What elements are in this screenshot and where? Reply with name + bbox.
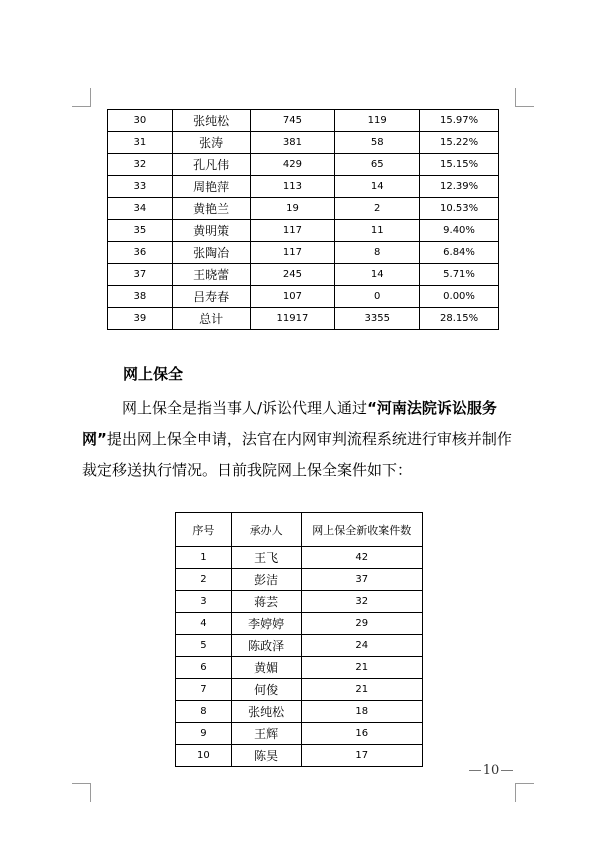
cell-no: 32 bbox=[108, 154, 173, 176]
table-row bbox=[176, 591, 423, 613]
cell-count: 17 bbox=[301, 745, 423, 767]
cell-name: 王辉 bbox=[231, 723, 301, 745]
cell-no: 37 bbox=[108, 264, 173, 286]
table-row bbox=[108, 176, 499, 198]
cell-no: 5 bbox=[176, 635, 232, 657]
cell-no: 3 bbox=[176, 591, 232, 613]
cell-name: 张陶冶 bbox=[172, 242, 250, 264]
section-paragraph bbox=[82, 393, 522, 486]
cell-rate: 12.39% bbox=[420, 176, 499, 198]
table-row bbox=[108, 110, 499, 132]
table-row bbox=[176, 657, 423, 679]
table-row bbox=[176, 723, 423, 745]
cell-total: 19 bbox=[250, 198, 335, 220]
crop-mark-bottom-right bbox=[515, 783, 534, 802]
cell-count: 42 bbox=[301, 547, 423, 569]
cell-name: 何俊 bbox=[231, 679, 301, 701]
cell-rate: 28.15% bbox=[420, 308, 499, 330]
cell-rate: 9.40% bbox=[420, 220, 499, 242]
cell-no: 2 bbox=[176, 569, 232, 591]
cell-count: 24 bbox=[301, 635, 423, 657]
cell-no: 31 bbox=[108, 132, 173, 154]
ranking-table bbox=[107, 109, 499, 330]
cell-name: 陈昊 bbox=[231, 745, 301, 767]
page-number: 10 bbox=[466, 763, 516, 778]
online-preservation-table bbox=[175, 512, 423, 767]
cell-total: 745 bbox=[250, 110, 335, 132]
cell-name: 李婷婷 bbox=[231, 613, 301, 635]
cell-no: 35 bbox=[108, 220, 173, 242]
cell-total: 429 bbox=[250, 154, 335, 176]
cell-count: 11 bbox=[335, 220, 420, 242]
cell-rate: 6.84% bbox=[420, 242, 499, 264]
cell-name: 吕寿春 bbox=[172, 286, 250, 308]
section-heading: 网上保全 bbox=[123, 365, 184, 383]
table-row bbox=[108, 286, 499, 308]
cell-rate: 15.22% bbox=[420, 132, 499, 154]
cell-count: 16 bbox=[301, 723, 423, 745]
cell-count: 58 bbox=[335, 132, 420, 154]
cell-name: 孔凡伟 bbox=[172, 154, 250, 176]
header-case-count: 网上保全新收案件数 bbox=[301, 513, 423, 547]
cell-rate: 15.97% bbox=[420, 110, 499, 132]
cell-no: 34 bbox=[108, 198, 173, 220]
cell-total: 117 bbox=[250, 220, 335, 242]
table-row bbox=[176, 635, 423, 657]
cell-rate: 5.71% bbox=[420, 264, 499, 286]
crop-mark-bottom-left bbox=[72, 783, 91, 802]
table-row bbox=[108, 264, 499, 286]
cell-name: 张纯松 bbox=[231, 701, 301, 723]
cell-count: 0 bbox=[335, 286, 420, 308]
cell-name: 王晓蕾 bbox=[172, 264, 250, 286]
cell-total: 113 bbox=[250, 176, 335, 198]
cell-no: 8 bbox=[176, 701, 232, 723]
table-header-row bbox=[176, 513, 423, 547]
crop-mark-top-right bbox=[515, 88, 534, 107]
table-row bbox=[108, 154, 499, 176]
table-row bbox=[176, 547, 423, 569]
paragraph-text-start: 网上保全是指当事人/诉讼代理人通过 bbox=[122, 399, 368, 417]
cell-total: 381 bbox=[250, 132, 335, 154]
cell-name: 蒋芸 bbox=[231, 591, 301, 613]
cell-count: 2 bbox=[335, 198, 420, 220]
cell-rate: 15.15% bbox=[420, 154, 499, 176]
cell-name: 彭洁 bbox=[231, 569, 301, 591]
cell-no: 39 bbox=[108, 308, 173, 330]
cell-no: 7 bbox=[176, 679, 232, 701]
cell-no: 1 bbox=[176, 547, 232, 569]
cell-no: 30 bbox=[108, 110, 173, 132]
cell-total: 11917 bbox=[250, 308, 335, 330]
table-row bbox=[108, 220, 499, 242]
cell-count: 119 bbox=[335, 110, 420, 132]
cell-count: 21 bbox=[301, 657, 423, 679]
cell-total: 107 bbox=[250, 286, 335, 308]
table-row bbox=[176, 569, 423, 591]
cell-no: 4 bbox=[176, 613, 232, 635]
cell-name: 周艳萍 bbox=[172, 176, 250, 198]
table-row bbox=[176, 679, 423, 701]
cell-rate: 0.00% bbox=[420, 286, 499, 308]
cell-no: 9 bbox=[176, 723, 232, 745]
cell-total: 245 bbox=[250, 264, 335, 286]
cell-name: 张纯松 bbox=[172, 110, 250, 132]
table-row bbox=[176, 701, 423, 723]
cell-count: 65 bbox=[335, 154, 420, 176]
table-row bbox=[176, 613, 423, 635]
paragraph-bold-website: “河南法院诉讼服务网” bbox=[82, 399, 497, 448]
cell-rate: 10.53% bbox=[420, 198, 499, 220]
paragraph-text-end: 提出网上保全申请，法官在内网审判流程系统进行审核并制作裁定移送执行情况。日前我院网上保全案件如下： bbox=[82, 430, 512, 479]
cell-count: 32 bbox=[301, 591, 423, 613]
table-row bbox=[108, 308, 499, 330]
cell-name: 黄媚 bbox=[231, 657, 301, 679]
cell-count: 29 bbox=[301, 613, 423, 635]
cell-count: 8 bbox=[335, 242, 420, 264]
header-handler: 承办人 bbox=[231, 513, 301, 547]
cell-total: 117 bbox=[250, 242, 335, 264]
table-row bbox=[108, 242, 499, 264]
cell-name: 总计 bbox=[172, 308, 250, 330]
cell-name: 张涛 bbox=[172, 132, 250, 154]
cell-no: 6 bbox=[176, 657, 232, 679]
cell-no: 10 bbox=[176, 745, 232, 767]
table-row bbox=[108, 132, 499, 154]
cell-name: 陈政泽 bbox=[231, 635, 301, 657]
cell-count: 14 bbox=[335, 264, 420, 286]
header-serial: 序号 bbox=[176, 513, 232, 547]
cell-name: 黄艳兰 bbox=[172, 198, 250, 220]
cell-no: 36 bbox=[108, 242, 173, 264]
table-row bbox=[176, 745, 423, 767]
cell-name: 王飞 bbox=[231, 547, 301, 569]
cell-count: 18 bbox=[301, 701, 423, 723]
cell-no: 33 bbox=[108, 176, 173, 198]
cell-name: 黄明策 bbox=[172, 220, 250, 242]
crop-mark-top-left bbox=[72, 88, 91, 107]
cell-count: 37 bbox=[301, 569, 423, 591]
cell-count: 14 bbox=[335, 176, 420, 198]
cell-no: 38 bbox=[108, 286, 173, 308]
cell-count: 21 bbox=[301, 679, 423, 701]
cell-count: 3355 bbox=[335, 308, 420, 330]
table-row bbox=[108, 198, 499, 220]
